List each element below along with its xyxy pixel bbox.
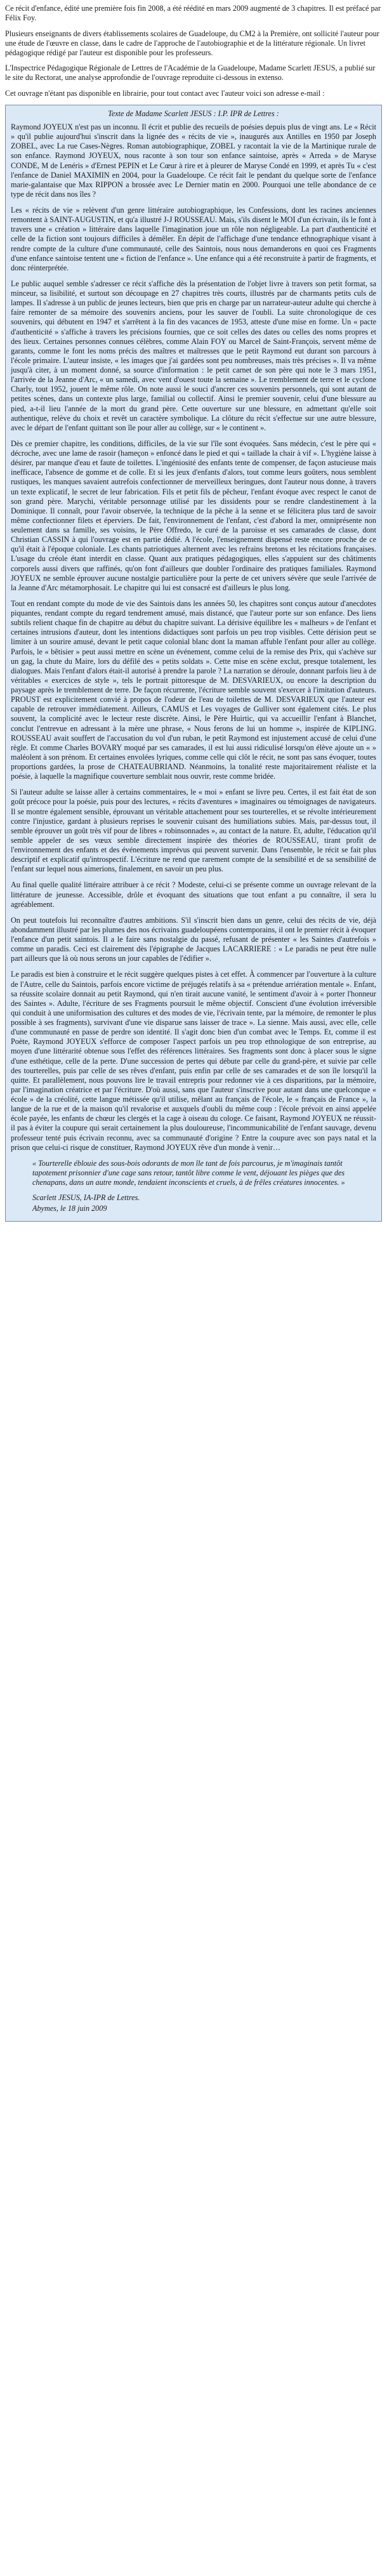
signature-date: Abymes, le 18 juin 2009 xyxy=(32,1204,107,1213)
author-signature: Scarlett JESUS, IA-IPR de Lettres. xyxy=(32,1193,140,1203)
review-panel xyxy=(5,105,382,1222)
review-credit: Texte de Madame Scarlett JESUS : I.P. IPR de Lettres : xyxy=(108,109,279,118)
intro-paragraph: L'Inspectrice Pédagogique Régionale de Lettres de l'Académie de la Guadeloupe, Madame Scarlett JESUS, a publié sur le site du Rectorat, une analyse approfondie de l'ouvrage reproduite ci-dessous in extenso. xyxy=(5,63,376,83)
review-paragraph: Le paradis est bien à construire et le récit suggère quelques pistes à cet effet. À commencer par l'ouverture à la culture de l'Autre, celle du Saintois, parfois encore victime de préjugés relatifs à sa « prétendue arriération mentale ». Enfant, sa réussite scolaire donnait au petit Raymond, qui n'en tirait aucune vanité, le sentiment d'avoir à « porter l'honneur des Saintes ». Adulte, l'écriture de ses Fragments poursuit le même objectif. Conscient d'une évolution irréversible qui conduit à une uniformisation des cultures et des modes de vie, l'écrivain tente, par la mémoire, de remonter le plus possible à ses fragments), survivant d'une vie disparue sans laisser de trace ». La sienne. Mais aussi, avec elle, celle d'une communauté en passe de perdre son identité. Il s'agit donc bien d'un combat avec le Temps. Et, comme il est Poète, Raymond JOYEUX s'efforce de composer l'aspect parfois un peu trop ethnologique de son entreprise, au moyen d'une littérarité obtenue sous l'effet des références littéraires. Ses fragments sont donc à placer sous le signe d'une esthétique, celle de la perte. D'une succession de pertes qui débute par celle du grand-père, et suivie par celle des tourterelles, puis par celle de ses rêves d'enfant, puis enfin par celle de ses camarades et de son île lorsqu'il la quitte. Et parallèlement, nous pouvons lire le travail entrepris pour redonner vie à ces disparitions, par la mémoire, par l'imagination créatrice et par l'écriture. D'où aussi, sans que l'auteur s'inscrive pour autant dans une quelconque « école » de la créolité, cette langue métissée qu'il utilise, mêlant au français de l'école, le « français de France », la langue de la rue et de la maison qu'il revalorise et auxquels d'oubli du même coup : l'école prévoit en ainsi appelée école payée, les enfants de chœur les clergés et la cage à oiseau du cologe. Ce faisant, Raymond JOYEUX ne réussit-il pas à éviter la coupure qui serait certainement la plus douloureuse, l'incommunicabilité de l'enfant sauvage, devenu professeur tenté puis écrivain reconnu, avec sa communauté d'origine ? Entre la coupure avec son pays natal et la prison que celui-ci risque de constituer, Raymond JOYEUX rêve d'un monde à venir… xyxy=(11,970,376,1152)
review-paragraph: Tout en rendant compte du mode de vie des Saintois dans les années 50, les chapitres sont conçus autour d'anecdotes piquantes, rendant compte du regard tendrement amusé, mais distancé, que l'auteur porte sur son enfance. Des liens subtils relient chaque fin de chapitre au début du chapitre suivant. La dérisive équilibre les « malheurs » de l'enfant et certaines intrusions d'auteur, dont les intentions didactiques sont parfois un peu trop visibles. Cette dérision peut se limiter à un sourire amusé, devant le petit caque colonial blanc dont la maman affuble l'enfant pour aller au collège. Parfois, le « bêtisier » peut aussi mettre en scène un événement, comme celui de la remise des Prix, qui s'achève sur un gag, la chute du Maire, lors du défilé des « petits soldats ». Cette mise en scène exclut, presque totalement, les dialogues. Mais l'enfant d'alors était-il autorisé à prendre la parole ? La narration se déroule, donnant parfois lieu à de véritables « exercices de style », tels le portrait pittoresque de M. DESVARIEUX, ou encore la description du paysage après le tremblement de terre. De façon récurrente, l'écriture semble souvent s'exercer à l'imitation d'auteurs. PROUST est explicitement convié à propos de l'odeur de l'eau de toilettes de M. DESVARIEUX que l'auteur est capable de retrouver immédiatement. Ailleurs, CAMUS et Les voyages de Gulliver sont également cités. Le plus souvent, la complicité avec le lecteur reste discrète. Ainsi, le Père Huirtic, qui va accueillir l'enfant à Blanchet, conclut l'entrevue en adressant à la mère une phrase, « Nous ferons de lui un homme », inspirée de KIPLING. ROUSSEAU avait souffert de l'accusation du vol d'un ruban, le petit Raymond est injustement accusé de celui d'une règle. Et comme Charles BOVARY moqué par ses camarades, il est lui aussi ridiculisé lorsqu'on élève ajoute un « » maléolent à son prénom. Et certaines envolées lyriques, comme celle qui clôt le récit, ne sont pas sans évoquer, toutes proportions gardées, la prose de CHATEAUBRIAND. Néanmoins, la tonalité reste majoritairement réaliste et la poésie, à laquelle la magnifique couverture semblait nous ouvrir, reste comme bridée. xyxy=(11,598,376,781)
review-paragraph: Le public auquel semble s'adresser ce récit s'affiche dès la présentation de l'objet livre à travers son petit format, sa minceur, sa lisibilité, et surtout son découpage en 27 chapitres très courts, illustrés par de charmants petits culs de lampes. Il s'adresse à un public de jeunes lecteurs, bien que pris en charge par un narrateur-auteur adulte qui cherche à faire remonter de sa mémoire des souvenirs anciens, pour les sauver de l'oubli. La suite chronologique de ces souvenirs, qui débutent en 1947 et s'arrêtent à la fin des vacances de 1953, atteste d'une mise en forme. Un « pacte d'authenticité » s'affiche à travers les précisions fournies, que ce soit celles des dates ou celles des noms propres et des lieux. Certaines personnes connues célèbres, comme Alain FOY ou Marcel de Saint-François, servent même de garants, comme le font les noms précis des maîtres et maîtresses que le petit Raymond eut durant son parcours à l'école primaire. L'auteur insiste, « les images que j'ai gardées sont peu nombreuses, mais très précises ». Il va même jusqu'à citer, à un moment donné, sa source d'information : le petit carnet de son père qui note le 3 mars 1951, l'arrivée de la Jeanne d'Arc, « un samedi, avec vent d'ouest toute la semaine ». Le tremblement de terre et le cyclone Charly, tout 1952, jouent le même rôle. On note aussi le souci d'ancrer ces souvenirs personnels, qui sont autant de petites scènes, dans un contexte plus large, familial ou collectif. Ainsi le premier souvenir, celui d'une blessure au pied, a-t-il lieu l'année de la mort du grand père. Cette ouverture sur une blessure, en admettant qu'elle soit authentique, relève du choix et revêt un caractère symbolique. La clôture du récit s'effectue sur une autre blessure, avec le départ de l'enfant quittant son île pour aller au collège, sur « le continent ». xyxy=(11,279,376,432)
page xyxy=(0,0,387,1228)
review-paragraph: Dès ce premier chapitre, les conditions, difficiles, de la vie sur l'île sont évoquées. Sans médecin, c'est le père qui « décroche, avec une lame de rasoir (hameçon » enfoncé dans le pied et qui « taillade la chair à vif ». L'hygiène laisse à désirer, par manque d'eau et faute de toilettes. L'ingéniosité des enfants tente de compenser, de façon astucieuse mais inefficace, l'absence de gomme et de colle. Et si les jeux d'enfants d'alors, tout comme leurs goûters, nous semblent rustiques, les manques savaient autrefois confectionner de merveilleux beringues, dont l'auteur nous donne, à travers un texte explicatif, le secret de leur fabrication. Fils et petit fils de pêcheur, l'enfant évoque avec respect le canot de son grand père. Marychi, véritable personnage utilisé par les dissidents pour se rendre clandestinement à la Dominique. Il connaît, pour l'avoir observée, la technique de la pêche à la senne et se félicitera plus tard de savoir même confectionner filets et éperviers. De fait, l'environnement de l'enfant, c'est d'abord la mer, omniprésente non seulement dans sa famille, ses voisins, le Père Offredo, le curé de la paroisse et ses camarades de classe, dont Christian CASSIN à qui l'ouvrage est en partie dédié. A l'école, l'enseignement dispensé reste encore proche de ce qu'il était à l'époque coloniale. Les chants patriotiques alternent avec les refrains bretons et les récitations françaises. L'usage du créole étant interdit en classe. Quant aux pratiques pédagogiques, elles s'appuient sur des châtiments corporels aussi divers que raffinés, qu'on font d'ailleurs que doubler l'ordinaire des pratiques familiales. Raymond JOYEUX ne semble éprouver aucune nostalgie particulière pour la perte de cet univers sévère que seule l'arrivée de la Jeanne d'Arc métamorphosait. Le chapitre qui lui est consacré est d'ailleurs le plus long. xyxy=(11,439,376,592)
intro-section xyxy=(5,4,382,98)
review-paragraph: Au final quelle qualité littéraire attribuer à ce récit ? Modeste, celui-ci se présente comme un ouvrage relevant de la littérature de jeunesse. Accessible, drôle et évoquant des situations que tout enfant a pu connaître, il sera lu agréablement. xyxy=(11,880,376,909)
review-paragraph: Les « récits de vie » relèvent d'un genre littéraire autobiographique, les Confessions, dont les racines anciennes remontent à SAINT-AUGUSTIN, et qu'a illustré J-J ROUSSEAU. Mais, s'ils disent le MOI d'un écrivain, ils le font à travers une « création » littéraire dans laquelle l'imagination joue un rôle non négligeable. La part d'authenticité et celle de la fiction sont toujours difficiles à démêler. En dépit de l'affichage d'une tendance ethnographique visant à rendre compte de la culture d'une communauté, celle des Saintois, nous nous demanderons en quoi ces Fragments d'une enfance saintoise tentent une « fiction de l'enfance ». Une enfance qui a été reconstruite à partir de fragments, et donc réinterprétée. xyxy=(11,206,376,272)
review-paragraph: Si l'auteur adulte se laisse aller à certains commentaires, le « moi » enfant se livre peu. Certes, il est fait état de son goût précoce pour la poésie, puis pour des lectures, « récits d'aventures » imaginaires ou témoignages de navigateurs. Il se montre également sensible, éprouvant un véritable attachement pour ses tourterelles, et se révolte intérieurement contre l'injustice, gardant à plusieurs reprises le souvenir cuisant des humiliations subies. Mais, par-dessus tout, il semble éprouver un goût très vif pour de libres « robinsonnades », au contact de la nature. Et, adulte, l'éducation qu'il semble appeler de ses vœux semble directement inspirée des théories de ROUSSEAU, tirant profit de l'environnement des enfants et des événements imprévus qui peuvent survenir. Dans l'ensemble, le récit se fait plus descriptif et explicatif qu'introspectif. L'écriture ne rend que rarement compte de la sensibilité et de sa sensibilité de l'enfant sur lequel nous aimerions, finalement, en savoir un peu plus. xyxy=(11,788,376,874)
intro-paragraph: Cet ouvrage n'étant pas disponible en librairie, pour tout contact avec l'auteur voici son adresse e-mail : xyxy=(5,89,325,98)
closing-quote: « Tourterelle éblouie des sous-bois odorants de mon île tant de fois parcourus, je m'imaginais tantôt tapotement prisonnier d'une cage sans retour, tantôt libre comme le vent, déjouant les pièges que des chenapans, dans un autre monde, tendaient inconscients et cruels, à de frêles créatures innocentes. » xyxy=(32,1158,345,1187)
intro-paragraph: Plusieurs enseignants de divers établissements scolaires de Guadeloupe, du CM2 à la Première, ont sollicité l'auteur pour une étude de l'œuvre en classe, dans le cadre de l'approche de l'autobiographie et de la littérature régionale. Un livret pédagogique rédigé par l'auteur est disponible pour les professeurs. xyxy=(5,29,379,57)
review-paragraph: Raymond JOYEUX n'est pas un inconnu. Il écrit et publie des recueils de poésies depuis plus de vingt ans. Le « Récit » qu'il publie aujourd'hui s'inscrit dans la lignée des « récits de vie », inaugurés aux Antilles en 1950 par Joseph ZOBEL, avec La rue Cases-Nègres. Roman autobiographique, ZOBEL y racontait la vie de la Martinique rurale de son enfance. Raymond JOYEUX, nous raconte à son tour son enfance saintoise, après « Arreda » de Maryse CONDE, M de Lenéris » d'Ernest PEPIN et Le Cœur à rire et à pleurer de Maryse Condé en 1999, et après Tu « c'est l'enfance de Daniel MAXIMIN en 2004, pour la Guadeloupe. Ce récit fait le pendant du quelque sorte de l'enfance marie-galantaise que Max RIPPON a brossée avec Le Dernier matin en 2000. Pourquoi une telle abondance de ce type de récit dans nos îles ? xyxy=(11,122,376,199)
review-paragraph: On peut toutefois lui reconnaître d'autres ambitions. S'il s'inscrit bien dans un genre, celui des récits de vie, déjà abondamment illustré par les plumes des nos écrivains guadeloupéens contemporains, il ont le premier récit à évoquer l'enfance d'un petit saintois. Il a le faire sans nostalgie du passé, refusant de présenter « les Saintes d'autrefois » comme un paradis. Ceci est clairement dès l'épigraphe de Jacques LACARRIERE : « Le paradis ne peut être nulle part ailleurs que là où nous serons un jour capables de l'édifier ». xyxy=(11,915,376,963)
intro-paragraph: Ce récit d'enfance, édité une première fois fin 2008, a été réédité en mars 2009 augmenté de 3 chapitres. Il est préfacé par Félix Foy. xyxy=(5,4,381,22)
